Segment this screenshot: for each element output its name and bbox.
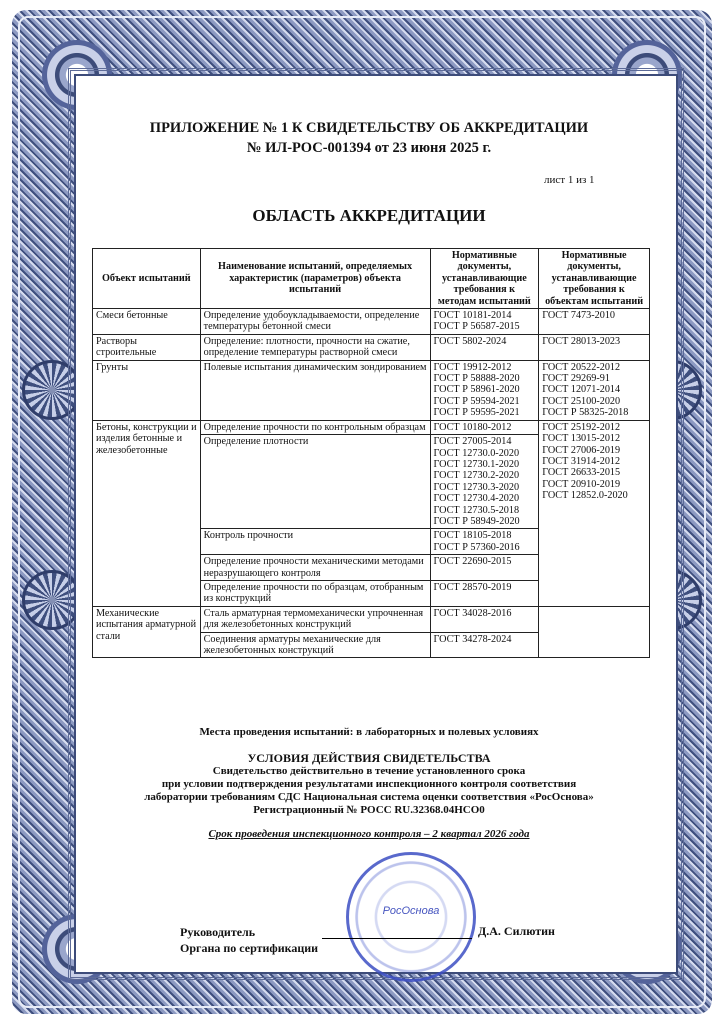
standard-ref: ГОСТ Р 58325-2018 — [542, 407, 629, 419]
test-cell: Определение удобоукладываемости, определение температуры бетонной смеси — [200, 309, 430, 335]
object-cell: Механические испытания арматурной стали — [93, 606, 201, 658]
methods-cell — [430, 606, 539, 632]
standard-ref: ГОСТ 34278-2024 — [433, 633, 512, 645]
test-cell: Полевые испытания динамическим зондированием — [200, 360, 430, 420]
ornament-corner — [612, 914, 682, 984]
object-cell: Грунты — [93, 360, 201, 420]
standard-ref: ГОСТ 28570-2019 — [433, 581, 512, 593]
table-row — [93, 334, 650, 360]
standard-ref: ГОСТ 20522-2012 — [542, 361, 621, 373]
signatory-name: Д.А. Силютин — [478, 924, 555, 938]
standard-ref: ГОСТ 10180-2012 — [433, 421, 512, 433]
sheet-number: лист 1 из 1 — [544, 174, 595, 186]
role-line: Руководитель — [180, 925, 256, 939]
ornament-rosette — [22, 360, 82, 420]
standard-ref: ГОСТ 19912-2012 — [433, 361, 512, 373]
methods-cell — [430, 435, 539, 529]
table-row — [93, 606, 650, 632]
standard-ref: ГОСТ Р 58961-2020 — [433, 384, 520, 396]
conditions-line: при условии подтверждения результатами инспекционного контроля соответствия — [161, 778, 577, 790]
test-cell: Соединения арматуры механические для железобетонных конструкций — [200, 632, 430, 658]
objects-cell — [539, 360, 650, 420]
objects-cell — [539, 309, 650, 335]
object-cell: Смеси бетонные — [93, 309, 201, 335]
standard-ref: ГОСТ 12730.5-2018 — [433, 504, 520, 516]
methods-cell — [430, 529, 539, 555]
test-cell: Определение: плотности, прочности на сжатие, определение температуры растворной смеси — [200, 334, 430, 360]
test-cell: Контроль прочности — [200, 529, 430, 555]
signature-line — [322, 938, 472, 939]
methods-cell — [430, 309, 539, 335]
objects-cell — [539, 334, 650, 360]
signatory-role — [180, 924, 318, 956]
standard-ref: ГОСТ 29269-91 — [542, 373, 610, 385]
methods-cell — [430, 555, 539, 581]
standard-ref: ГОСТ 12730.3-2020 — [433, 481, 520, 493]
standard-ref: ГОСТ 18105-2018 — [433, 530, 512, 542]
conditions-line: Свидетельство действительно в течение установленного срока — [212, 765, 526, 777]
stamp-text: РосОснова — [382, 905, 440, 917]
standard-ref: ГОСТ 31914-2012 — [542, 455, 621, 467]
standard-ref: ГОСТ Р 58888-2020 — [433, 373, 520, 385]
role-line: Органа по сертификации — [180, 941, 319, 955]
appendix-title: ПРИЛОЖЕНИЕ № 1 К СВИДЕТЕЛЬСТВУ ОБ АККРЕДИТАЦИИ — [149, 120, 589, 136]
methods-cell — [430, 420, 539, 434]
conditions-line: лаборатории требованиям СДС Национальная система оценки соответствия «РосОснова» — [144, 791, 594, 803]
ornament-rosette — [642, 570, 702, 630]
objects-cell — [539, 420, 650, 606]
test-cell: Определение прочности механическими методами неразрушающего контроля — [200, 555, 430, 581]
methods-cell — [430, 334, 539, 360]
table-header-row — [93, 249, 650, 309]
object-cell: Бетоны, конструкции и изделия бетонные и железобетонные — [93, 420, 201, 606]
test-cell: Определение плотности — [200, 435, 430, 529]
standard-ref: ГОСТ 20910-2019 — [542, 478, 621, 490]
standard-ref: ГОСТ 12730.4-2020 — [433, 493, 520, 505]
column-header: Нормативные документы, устанавливающие требования к методам испытаний — [430, 249, 539, 309]
ornament-corner — [612, 40, 682, 110]
standard-ref: ГОСТ 10181-2014 — [433, 310, 512, 322]
test-cell: Определение прочности по образцам, отобранным из конструкций — [200, 580, 430, 606]
object-cell: Растворы строительные — [93, 334, 201, 360]
standard-ref: ГОСТ 34028-2016 — [433, 607, 512, 619]
table-row — [93, 360, 650, 420]
standard-ref: ГОСТ 22690-2015 — [433, 556, 512, 568]
standard-ref: ГОСТ 12730.1-2020 — [433, 458, 520, 470]
methods-cell — [430, 360, 539, 420]
certificate-conditions — [74, 752, 664, 817]
standard-ref: ГОСТ 27005-2014 — [433, 436, 512, 448]
standard-ref: ГОСТ 12852.0-2020 — [542, 490, 628, 502]
test-cell: Сталь арматурная термомеханически упрочненная для железобетонных конструкций — [200, 606, 430, 632]
objects-cell — [539, 606, 650, 658]
ornament-corner — [42, 40, 112, 110]
accreditation-table — [92, 248, 650, 658]
test-places: Места проведения испытаний: в лабораторных и полевых условиях — [199, 726, 539, 738]
standard-ref: ГОСТ 12730.0-2020 — [433, 447, 520, 459]
standard-ref: ГОСТ Р 59594-2021 — [433, 395, 520, 407]
standard-ref: ГОСТ 25192-2012 — [542, 421, 621, 433]
table-row — [93, 309, 650, 335]
standard-ref: ГОСТ 7473-2010 — [542, 310, 616, 322]
standard-ref: ГОСТ Р 56587-2015 — [433, 321, 520, 333]
methods-cell — [430, 580, 539, 606]
standard-ref: ГОСТ Р 58949-2020 — [433, 515, 520, 527]
column-header: Объект испытаний — [93, 249, 201, 309]
ornament-rosette — [642, 360, 702, 420]
standard-ref: ГОСТ Р 59595-2021 — [433, 407, 520, 419]
standard-ref: ГОСТ 12730.2-2020 — [433, 470, 520, 482]
organization-stamp — [346, 852, 476, 982]
standard-ref: ГОСТ 27006-2019 — [542, 444, 621, 456]
inspection-deadline: Срок проведения инспекционного контроля – 2 квартал 2026 года — [208, 828, 530, 840]
conditions-title: УСЛОВИЯ ДЕЙСТВИЯ СВИДЕТЕЛЬСТВА — [247, 751, 491, 765]
standard-ref: ГОСТ Р 57360-2016 — [433, 541, 520, 553]
standard-ref: ГОСТ 12071-2014 — [542, 384, 621, 396]
standard-ref: ГОСТ 5802-2024 — [433, 335, 507, 347]
ornament-corner — [42, 914, 112, 984]
ornament-rosette — [22, 570, 82, 630]
column-header: Наименование испытаний, определяемых характеристик (параметров) объекта испытаний — [200, 249, 430, 309]
methods-cell — [430, 632, 539, 658]
standard-ref: ГОСТ 26633-2015 — [542, 467, 621, 479]
standard-ref: ГОСТ 28013-2023 — [542, 335, 621, 347]
scope-title: ОБЛАСТЬ АККРЕДИТАЦИИ — [252, 206, 486, 225]
table-row — [93, 420, 650, 434]
column-header: Нормативные документы, устанавливающие требования к объектам испытаний — [539, 249, 650, 309]
standard-ref: ГОСТ 25100-2020 — [542, 395, 621, 407]
test-cell: Определение прочности по контрольным образцам — [200, 420, 430, 434]
certificate-number: № ИЛ-РОС-001394 от 23 июня 2025 г. — [246, 140, 492, 156]
registration-number: Регистрационный № РОСС RU.32368.04НСО0 — [253, 804, 485, 816]
standard-ref: ГОСТ 13015-2012 — [542, 433, 621, 445]
